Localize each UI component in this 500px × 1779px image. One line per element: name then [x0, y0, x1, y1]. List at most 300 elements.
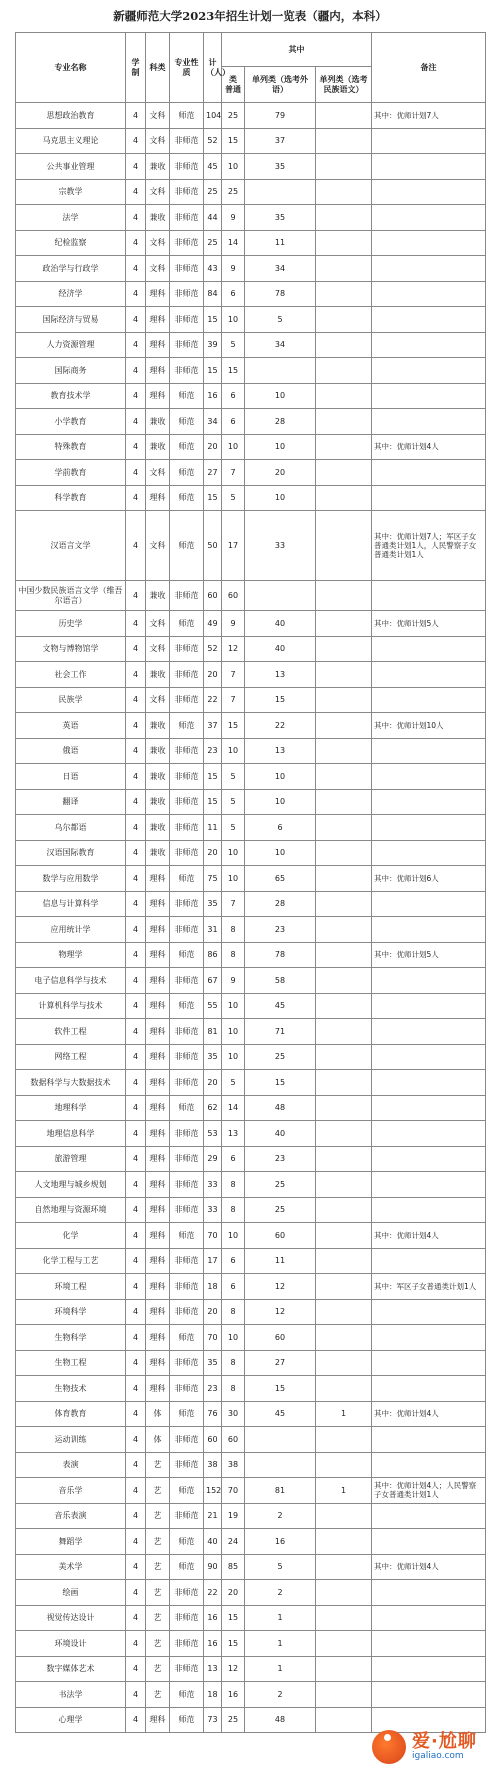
cell-note [372, 1427, 486, 1453]
cell-total: 73 [204, 1707, 222, 1733]
cell-nature: 非师范 [170, 1248, 204, 1274]
cell-years: 4 [126, 636, 146, 662]
cell-total: 22 [204, 687, 222, 713]
table-body [16, 103, 486, 1733]
cell-nature: 非师范 [170, 1146, 204, 1172]
cell-category: 理科 [146, 281, 170, 307]
cell-years: 4 [126, 1223, 146, 1249]
cell-single: 10 [245, 789, 316, 815]
cell-nature: 非师范 [170, 1427, 204, 1453]
cell-major: 体育教育 [16, 1401, 126, 1427]
cell-major: 计算机科学与技术 [16, 993, 126, 1019]
cell-single: 16 [245, 1529, 316, 1555]
cell-category: 理科 [146, 1019, 170, 1045]
cell-note [372, 1605, 486, 1631]
cell-nature: 非师范 [170, 738, 204, 764]
cell-note [372, 815, 486, 841]
cell-major: 物理学 [16, 942, 126, 968]
cell-regular: 8 [222, 1350, 245, 1376]
cell-regular: 17 [222, 511, 245, 581]
cell-major: 应用统计学 [16, 917, 126, 943]
table-row [16, 1401, 486, 1427]
cell-note: 其中：优师计划5人 [372, 611, 486, 637]
cell-single-ethnic [316, 332, 372, 358]
cell-major: 人文地理与城乡规划 [16, 1172, 126, 1198]
cell-regular: 10 [222, 1019, 245, 1045]
cell-single: 23 [245, 1146, 316, 1172]
cell-total: 44 [204, 205, 222, 231]
cell-regular: 13 [222, 1121, 245, 1147]
cell-nature: 师范 [170, 1325, 204, 1351]
cell-major: 中国少数民族语言文学（维吾尔语言） [16, 581, 126, 611]
cell-category: 文科 [146, 511, 170, 581]
cell-single-ethnic [316, 917, 372, 943]
cell-years: 4 [126, 460, 146, 486]
cell-total: 18 [204, 1682, 222, 1708]
cell-major: 心理学 [16, 1707, 126, 1733]
cell-category: 艺 [146, 1580, 170, 1606]
cell-single-ethnic [316, 1427, 372, 1453]
cell-note [372, 307, 486, 333]
cell-category: 艺 [146, 1605, 170, 1631]
cell-total: 21 [204, 1503, 222, 1529]
cell-regular: 25 [222, 1707, 245, 1733]
table-row [16, 205, 486, 231]
cell-nature: 师范 [170, 1401, 204, 1427]
cell-years: 4 [126, 1529, 146, 1555]
cell-category: 艺 [146, 1452, 170, 1478]
cell-years: 4 [126, 1248, 146, 1274]
cell-years: 4 [126, 738, 146, 764]
cell-note [372, 128, 486, 154]
table-row [16, 1197, 486, 1223]
cell-category: 文科 [146, 611, 170, 637]
cell-category: 理科 [146, 993, 170, 1019]
cell-note [372, 1325, 486, 1351]
cell-single-ethnic [316, 1503, 372, 1529]
cell-single-ethnic [316, 581, 372, 611]
cell-major: 学前教育 [16, 460, 126, 486]
cell-total: 16 [204, 1605, 222, 1631]
cell-years: 4 [126, 205, 146, 231]
cell-years: 4 [126, 179, 146, 205]
cell-single-ethnic [316, 1376, 372, 1402]
cell-regular: 25 [222, 179, 245, 205]
table-row [16, 1146, 486, 1172]
cell-category: 兼收 [146, 409, 170, 435]
cell-single: 13 [245, 738, 316, 764]
cell-single: 10 [245, 764, 316, 790]
cell-single-ethnic [316, 1121, 372, 1147]
cell-single-ethnic [316, 511, 372, 581]
cell-regular: 6 [222, 1248, 245, 1274]
cell-total: 25 [204, 230, 222, 256]
cell-years: 4 [126, 230, 146, 256]
cell-note [372, 1656, 486, 1682]
cell-years: 4 [126, 1019, 146, 1045]
cell-nature: 非师范 [170, 687, 204, 713]
cell-total: 76 [204, 1401, 222, 1427]
cell-category: 艺 [146, 1503, 170, 1529]
table-row [16, 611, 486, 637]
cell-category: 理科 [146, 1070, 170, 1096]
cell-years: 4 [126, 1121, 146, 1147]
cell-regular: 9 [222, 611, 245, 637]
cell-single-ethnic [316, 307, 372, 333]
cell-single: 5 [245, 1554, 316, 1580]
cell-nature: 师范 [170, 1682, 204, 1708]
cell-category: 理科 [146, 358, 170, 384]
cell-note [372, 789, 486, 815]
cell-single: 15 [245, 687, 316, 713]
cell-regular: 12 [222, 1656, 245, 1682]
cell-nature: 师范 [170, 409, 204, 435]
cell-major: 化学工程与工艺 [16, 1248, 126, 1274]
cell-single-ethnic [316, 993, 372, 1019]
table-row [16, 358, 486, 384]
cell-major: 汉语国际教育 [16, 840, 126, 866]
cell-note [372, 1350, 486, 1376]
cell-note [372, 764, 486, 790]
cell-note: 其中：军区子女普通类计划1人 [372, 1274, 486, 1300]
cell-years: 4 [126, 764, 146, 790]
cell-total: 38 [204, 1452, 222, 1478]
cell-single: 10 [245, 840, 316, 866]
cell-total: 49 [204, 611, 222, 637]
cell-category: 理科 [146, 485, 170, 511]
page-title: 新疆师范大学2023年招生计划一览表（疆内，本科） [113, 9, 387, 23]
cell-single: 58 [245, 968, 316, 994]
cell-category: 理科 [146, 1223, 170, 1249]
cell-note [372, 205, 486, 231]
cell-total: 17 [204, 1248, 222, 1274]
cell-major: 化学 [16, 1223, 126, 1249]
cell-regular: 16 [222, 1682, 245, 1708]
cell-category: 理科 [146, 332, 170, 358]
cell-total: 53 [204, 1121, 222, 1147]
enrollment-plan-table [15, 32, 486, 1733]
cell-note: 其中：优师计划7人 [372, 103, 486, 129]
table-row [16, 662, 486, 688]
cell-category: 兼收 [146, 205, 170, 231]
cell-single: 11 [245, 1248, 316, 1274]
cell-note [372, 230, 486, 256]
cell-single: 12 [245, 1299, 316, 1325]
cell-single: 27 [245, 1350, 316, 1376]
cell-regular: 60 [222, 1427, 245, 1453]
cell-category: 兼收 [146, 764, 170, 790]
table-row [16, 891, 486, 917]
cell-nature: 师范 [170, 611, 204, 637]
cell-total: 35 [204, 891, 222, 917]
cell-category: 理科 [146, 1248, 170, 1274]
cell-single: 40 [245, 636, 316, 662]
cell-note: 其中：优师计划4人 [372, 1223, 486, 1249]
cell-single [245, 1427, 316, 1453]
cell-total: 45 [204, 154, 222, 180]
cell-note: 其中：优师计划4人 [372, 1401, 486, 1427]
cell-single-ethnic [316, 1452, 372, 1478]
cell-years: 4 [126, 434, 146, 460]
cell-note: 其中：优师计划6人 [372, 866, 486, 892]
cell-note [372, 968, 486, 994]
cell-major: 运动训练 [16, 1427, 126, 1453]
cell-note: 其中：优师计划4人；人民警察子女普通类计划1人 [372, 1478, 486, 1504]
cell-note [372, 332, 486, 358]
cell-regular: 30 [222, 1401, 245, 1427]
cell-years: 4 [126, 662, 146, 688]
table-row [16, 1121, 486, 1147]
cell-nature: 非师范 [170, 358, 204, 384]
cell-single: 2 [245, 1503, 316, 1529]
cell-category: 兼收 [146, 815, 170, 841]
cell-major: 地理信息科学 [16, 1121, 126, 1147]
cell-total: 20 [204, 1299, 222, 1325]
table-row [16, 1605, 486, 1631]
cell-years: 4 [126, 1146, 146, 1172]
table-row [16, 179, 486, 205]
table-row [16, 1019, 486, 1045]
cell-regular: 9 [222, 968, 245, 994]
cell-major: 生物技术 [16, 1376, 126, 1402]
cell-single: 11 [245, 230, 316, 256]
cell-regular: 10 [222, 307, 245, 333]
table-row [16, 332, 486, 358]
cell-major: 软件工程 [16, 1019, 126, 1045]
cell-category: 理科 [146, 1172, 170, 1198]
cell-nature: 师范 [170, 460, 204, 486]
table-row [16, 1095, 486, 1121]
cell-major: 舞蹈学 [16, 1529, 126, 1555]
cell-regular: 8 [222, 917, 245, 943]
cell-single: 1 [245, 1656, 316, 1682]
cell-major: 翻译 [16, 789, 126, 815]
cell-single-ethnic [316, 687, 372, 713]
cell-years: 4 [126, 789, 146, 815]
cell-major: 环境科学 [16, 1299, 126, 1325]
cell-total: 35 [204, 1350, 222, 1376]
cell-nature: 非师范 [170, 281, 204, 307]
cell-years: 4 [126, 256, 146, 282]
cell-note [372, 738, 486, 764]
cell-total: 37 [204, 713, 222, 739]
cell-note [372, 840, 486, 866]
cell-category: 兼收 [146, 713, 170, 739]
cell-regular: 20 [222, 1580, 245, 1606]
cell-major: 社会工作 [16, 662, 126, 688]
table-row [16, 1478, 486, 1504]
cell-total: 60 [204, 581, 222, 611]
cell-years: 4 [126, 1044, 146, 1070]
cell-years: 4 [126, 1197, 146, 1223]
cell-single: 34 [245, 256, 316, 282]
cell-note [372, 1197, 486, 1223]
cell-regular: 12 [222, 636, 245, 662]
cell-years: 4 [126, 1682, 146, 1708]
cell-nature: 师范 [170, 1478, 204, 1504]
cell-years: 4 [126, 1605, 146, 1631]
cell-category: 兼收 [146, 434, 170, 460]
cell-category: 兼收 [146, 581, 170, 611]
cell-nature: 非师范 [170, 662, 204, 688]
cell-total: 31 [204, 917, 222, 943]
cell-years: 4 [126, 1452, 146, 1478]
cell-single: 65 [245, 866, 316, 892]
cell-single-ethnic [316, 1248, 372, 1274]
cell-years: 4 [126, 866, 146, 892]
table-row [16, 968, 486, 994]
cell-nature: 师范 [170, 485, 204, 511]
cell-single: 78 [245, 942, 316, 968]
cell-note: 其中：优师计划10人 [372, 713, 486, 739]
cell-single-ethnic [316, 205, 372, 231]
cell-category: 艺 [146, 1478, 170, 1504]
cell-note [372, 1044, 486, 1070]
cell-total: 39 [204, 332, 222, 358]
cell-years: 4 [126, 1376, 146, 1402]
cell-nature: 非师范 [170, 230, 204, 256]
cell-note [372, 1121, 486, 1147]
cell-regular: 15 [222, 358, 245, 384]
cell-single [245, 179, 316, 205]
cell-nature: 非师范 [170, 581, 204, 611]
cell-regular: 7 [222, 891, 245, 917]
cell-total: 15 [204, 307, 222, 333]
cell-total: 23 [204, 738, 222, 764]
cell-years: 4 [126, 611, 146, 637]
cell-single: 78 [245, 281, 316, 307]
cell-major: 信息与计算科学 [16, 891, 126, 917]
cell-single-ethnic [316, 103, 372, 129]
cell-single-ethnic [316, 1019, 372, 1045]
table-row [16, 993, 486, 1019]
cell-category: 理科 [146, 866, 170, 892]
cell-total: 11 [204, 815, 222, 841]
table-row [16, 942, 486, 968]
cell-regular: 7 [222, 662, 245, 688]
cell-major: 特殊教育 [16, 434, 126, 460]
cell-total: 20 [204, 840, 222, 866]
cell-nature: 师范 [170, 866, 204, 892]
cell-regular: 24 [222, 1529, 245, 1555]
cell-single-ethnic [316, 866, 372, 892]
table-row [16, 1274, 486, 1300]
cell-years: 4 [126, 917, 146, 943]
cell-single: 34 [245, 332, 316, 358]
cell-single-ethnic [316, 636, 372, 662]
cell-single: 48 [245, 1707, 316, 1733]
cell-major: 数学与应用数学 [16, 866, 126, 892]
cell-years: 4 [126, 409, 146, 435]
cell-nature: 非师范 [170, 1299, 204, 1325]
cell-note: 其中：优师计划4人 [372, 434, 486, 460]
cell-major: 俄语 [16, 738, 126, 764]
cell-regular: 10 [222, 1044, 245, 1070]
cell-major: 政治学与行政学 [16, 256, 126, 282]
cell-total: 33 [204, 1197, 222, 1223]
cell-single: 28 [245, 409, 316, 435]
cell-regular: 15 [222, 128, 245, 154]
cell-major: 纪检监察 [16, 230, 126, 256]
cell-note [372, 687, 486, 713]
header-single: 单列类（选考外语） [245, 67, 316, 103]
cell-major: 国际经济与贸易 [16, 307, 126, 333]
cell-single: 25 [245, 1197, 316, 1223]
cell-nature: 非师范 [170, 1376, 204, 1402]
cell-regular: 10 [222, 993, 245, 1019]
cell-note [372, 1299, 486, 1325]
cell-single: 10 [245, 485, 316, 511]
cell-nature: 非师范 [170, 1274, 204, 1300]
cell-category: 理科 [146, 1376, 170, 1402]
cell-total: 62 [204, 1095, 222, 1121]
cell-nature: 非师范 [170, 1197, 204, 1223]
cell-single-ethnic [316, 1095, 372, 1121]
cell-major: 数字媒体艺术 [16, 1656, 126, 1682]
cell-single-ethnic [316, 230, 372, 256]
table-row [16, 1554, 486, 1580]
cell-single-ethnic [316, 1223, 372, 1249]
cell-note [372, 1019, 486, 1045]
cell-single: 6 [245, 815, 316, 841]
cell-major: 绘画 [16, 1580, 126, 1606]
cell-years: 4 [126, 1478, 146, 1504]
cell-note [372, 358, 486, 384]
cell-single-ethnic [316, 1554, 372, 1580]
cell-regular: 5 [222, 1070, 245, 1096]
cell-regular: 14 [222, 230, 245, 256]
header-major: 专业名称 [16, 33, 126, 103]
cell-single-ethnic [316, 128, 372, 154]
cell-total: 104 [204, 103, 222, 129]
cell-major: 人力资源管理 [16, 332, 126, 358]
cell-total: 81 [204, 1019, 222, 1045]
cell-single-ethnic [316, 256, 372, 282]
table-row [16, 1223, 486, 1249]
header-note: 备注 [372, 33, 486, 103]
table-row [16, 687, 486, 713]
cell-single: 15 [245, 1376, 316, 1402]
cell-note [372, 485, 486, 511]
table-row [16, 1044, 486, 1070]
cell-years: 4 [126, 307, 146, 333]
cell-note [372, 256, 486, 282]
cell-regular: 5 [222, 332, 245, 358]
cell-category: 理科 [146, 1325, 170, 1351]
cell-regular: 6 [222, 1274, 245, 1300]
cell-major: 书法学 [16, 1682, 126, 1708]
cell-regular: 6 [222, 281, 245, 307]
header-category: 科类 [146, 33, 170, 103]
cell-single: 13 [245, 662, 316, 688]
cell-single: 1 [245, 1631, 316, 1657]
cell-note [372, 460, 486, 486]
cell-total: 27 [204, 460, 222, 486]
cell-years: 4 [126, 1707, 146, 1733]
table-row [16, 1682, 486, 1708]
cell-nature: 师范 [170, 1223, 204, 1249]
cell-single: 40 [245, 611, 316, 637]
cell-nature: 非师范 [170, 256, 204, 282]
cell-note [372, 409, 486, 435]
cell-nature: 非师范 [170, 891, 204, 917]
cell-regular: 60 [222, 581, 245, 611]
cell-nature: 非师范 [170, 1172, 204, 1198]
cell-major: 国际商务 [16, 358, 126, 384]
cell-nature: 师范 [170, 434, 204, 460]
cell-years: 4 [126, 1172, 146, 1198]
cell-total: 18 [204, 1274, 222, 1300]
